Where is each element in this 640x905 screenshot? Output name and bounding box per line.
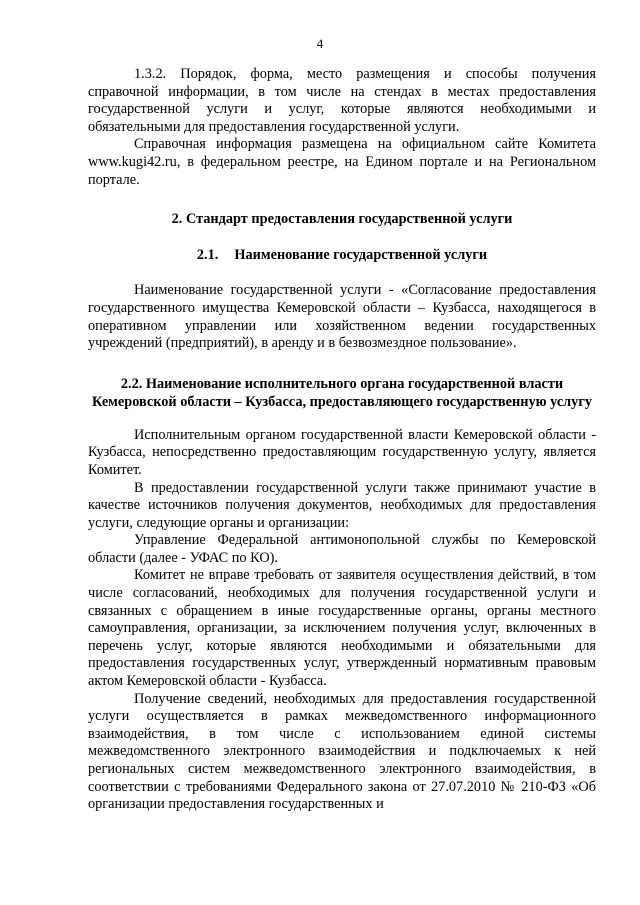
paragraph-executive-organ: Исполнительным органом государственной власти Кемеровской области - Кузбасса, непосредственно предоставляющим государственную услугу, является Комитет. [88, 426, 596, 478]
heading-2-1-text: Наименование государственной услуги [234, 246, 488, 263]
paragraph-no-require: Комитет не вправе требовать от заявителя осуществления действий, в том числе согласований, необходимых для получения государственной услуги и связанных с обращением в иные государственные органы, органы местного самоуправления, организации, за исключением получения услуг, включенных в перечень услуг, которые являются необходимыми и обязательными для предоставления государственных услуг, утвержденный нормативным правовым актом Кемеровской области - Кузбасса. [88, 567, 596, 690]
paragraph-reference-info: Справочная информация размещена на официальном сайте Комитета www.kugi42.ru, в федеральном реестре, на Едином портале и на Региональном портале. [88, 136, 596, 188]
paragraph-service-name: Наименование государственной услуги - «Согласование предоставления государственного имущества Кемеровской области – Кузбасса, находящегося в оперативном управлении или хозяйственном ведении государственных учреждений (предприятий), в аренду и в безвозмездное пользование». [88, 282, 596, 352]
heading-section-2-2: 2.2. Наименование исполнительного органа государственной власти Кемеровской области – Кузбасса, предоставляющего государственную услугу [92, 375, 592, 410]
paragraph-interaction: Получение сведений, необходимых для предоставления государственной услуги осуществляется в рамках межведомственного информационного взаимодействия, в том числе с использованием единой системы межведомственного электронного взаимодействия и подключаемых к ней региональных систем межведомственного электронного взаимодействия, в соответствии с требованиями Федерального закона от 27.07.2010 № 210-ФЗ «Об организации предоставления государственных и [88, 690, 596, 813]
paragraph-ufas: Управление Федеральной антимонопольной службы по Кемеровской области (далее - УФАС по КО). [88, 532, 596, 566]
page-number: 4 [316, 36, 324, 51]
heading-section-2-1 [88, 247, 596, 265]
heading-2-1-number: 2.1. [196, 246, 219, 263]
document-body [88, 66, 596, 814]
paragraph-participants: В предоставлении государственной услуги также принимают участие в качестве источников получения документов, необходимых для предоставления услуги, следующие органы и организации: [88, 479, 596, 531]
paragraph-1-3-2: 1.3.2. Порядок, форма, место размещения и способы получения справочной информации, в том числе на стендах в местах предоставления государственной услуги и услуг, которые являются необходимыми и обязательными для предоставления государственной услуги. [88, 66, 596, 135]
heading-section-2: 2. Стандарт предоставления государственной услуги [171, 211, 513, 228]
